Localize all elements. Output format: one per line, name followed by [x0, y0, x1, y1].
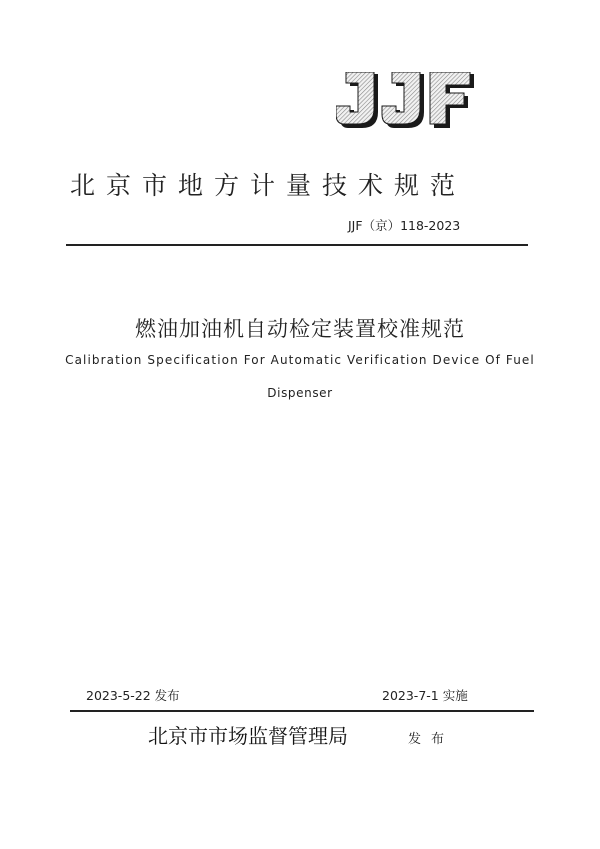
bottom-divider [70, 710, 534, 712]
jjf-logo [336, 72, 476, 132]
document-title-english-line1: Calibration Specification For Automatic Verification Device Of Fuel [65, 353, 535, 367]
document-title-chinese: 燃油加油机自动检定装置校准规范 [135, 317, 465, 341]
document-title-english-line2: Dispenser [267, 386, 333, 400]
top-divider [66, 244, 528, 246]
standard-category-title: 北京市地方计量技术规范 [70, 171, 467, 200]
standard-number: JJF（京）118-2023 [348, 218, 461, 233]
issue-label: 发布 [408, 732, 455, 747]
issue-date: 2023-5-22 发布 [86, 688, 180, 703]
issuing-authority: 北京市市场监督管理局 [148, 724, 348, 748]
implementation-date: 2023-7-1 实施 [382, 688, 468, 703]
